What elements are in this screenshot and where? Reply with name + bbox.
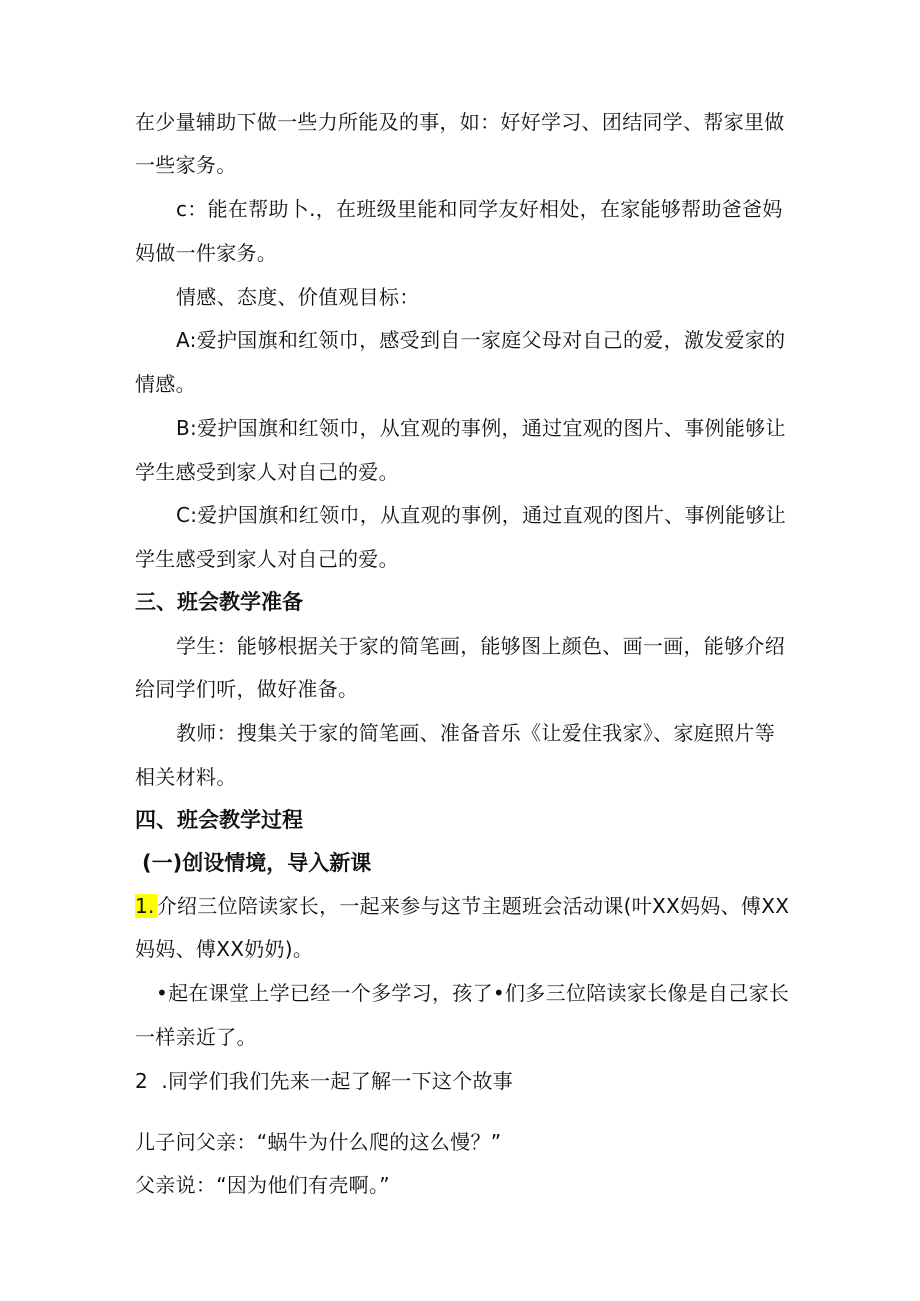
- paragraph-line: B:爱护国旗和红领巾，从宜观的事例，通过宜观的图片、事例能够让: [176, 416, 786, 440]
- paragraph-line: •起在课堂上学已经一个多学习，孩了•们多三位陪读家长像是自己家长: [156, 981, 790, 1005]
- paragraph-line: 相关材料。: [135, 765, 237, 789]
- section-heading-3: 三、班会教学准备: [135, 590, 303, 614]
- story-line: 儿子问父亲：“蜗牛为什么爬的这么慢？”: [135, 1130, 502, 1154]
- list-item-text: 介绍三位陪读家长，一起来参与这节主题班会活动课(叶XX妈妈、傅XX: [156, 894, 790, 918]
- section-heading-4: 四、班会教学过程: [135, 808, 303, 832]
- subsection-heading: (一)创设情境，导入新课: [142, 851, 372, 875]
- paragraph-line: C:爱护国旗和红领巾，从直观的事例，通过直观的图片、事例能够让: [176, 503, 787, 527]
- list-item-2: 2 .同学们我们先来一起了解一下这个故事: [135, 1069, 514, 1093]
- paragraph-line: A:爱护国旗和红领巾，感受到自一家庭父母对自己的爱，激发爱家的: [176, 328, 786, 352]
- paragraph-line: 教师：搜集关于家的简笔画、准备音乐《让爱住我家》、家庭照片等: [176, 721, 775, 745]
- paragraph-line: 妈做一件家务。: [135, 241, 278, 265]
- highlighted-number: 1.: [135, 894, 155, 918]
- list-item-1: [135, 893, 789, 919]
- story-line: 父亲说：“因为他们有壳啊。”: [135, 1173, 390, 1197]
- paragraph-line: 给同学们听，做好准备。: [135, 677, 359, 701]
- paragraph-line: 在少量辅助下做一些力所能及的事，如：好好学习、团结同学、帮家里做: [135, 110, 785, 134]
- paragraph-line: 学生：能够根据关于家的简笔画，能够图上颜色、画一画，能够介绍: [176, 634, 785, 658]
- paragraph-line: 一些家务。: [135, 153, 237, 177]
- paragraph-line: c：能在帮助卜.，在班级里能和同学友好相处，在家能够帮助爸爸妈: [176, 197, 783, 221]
- paragraph-line: 情感。: [135, 372, 196, 396]
- paragraph-line: 一样亲近了。: [135, 1025, 257, 1049]
- paragraph-line: 学生感受到家人对自己的爱。: [135, 547, 399, 571]
- paragraph-line: 情感、态度、价值观目标：: [176, 285, 420, 309]
- paragraph-line: 学生感受到家人对自己的爱。: [135, 460, 399, 484]
- paragraph-line: 妈妈、傅XX奶奶)。: [135, 937, 314, 961]
